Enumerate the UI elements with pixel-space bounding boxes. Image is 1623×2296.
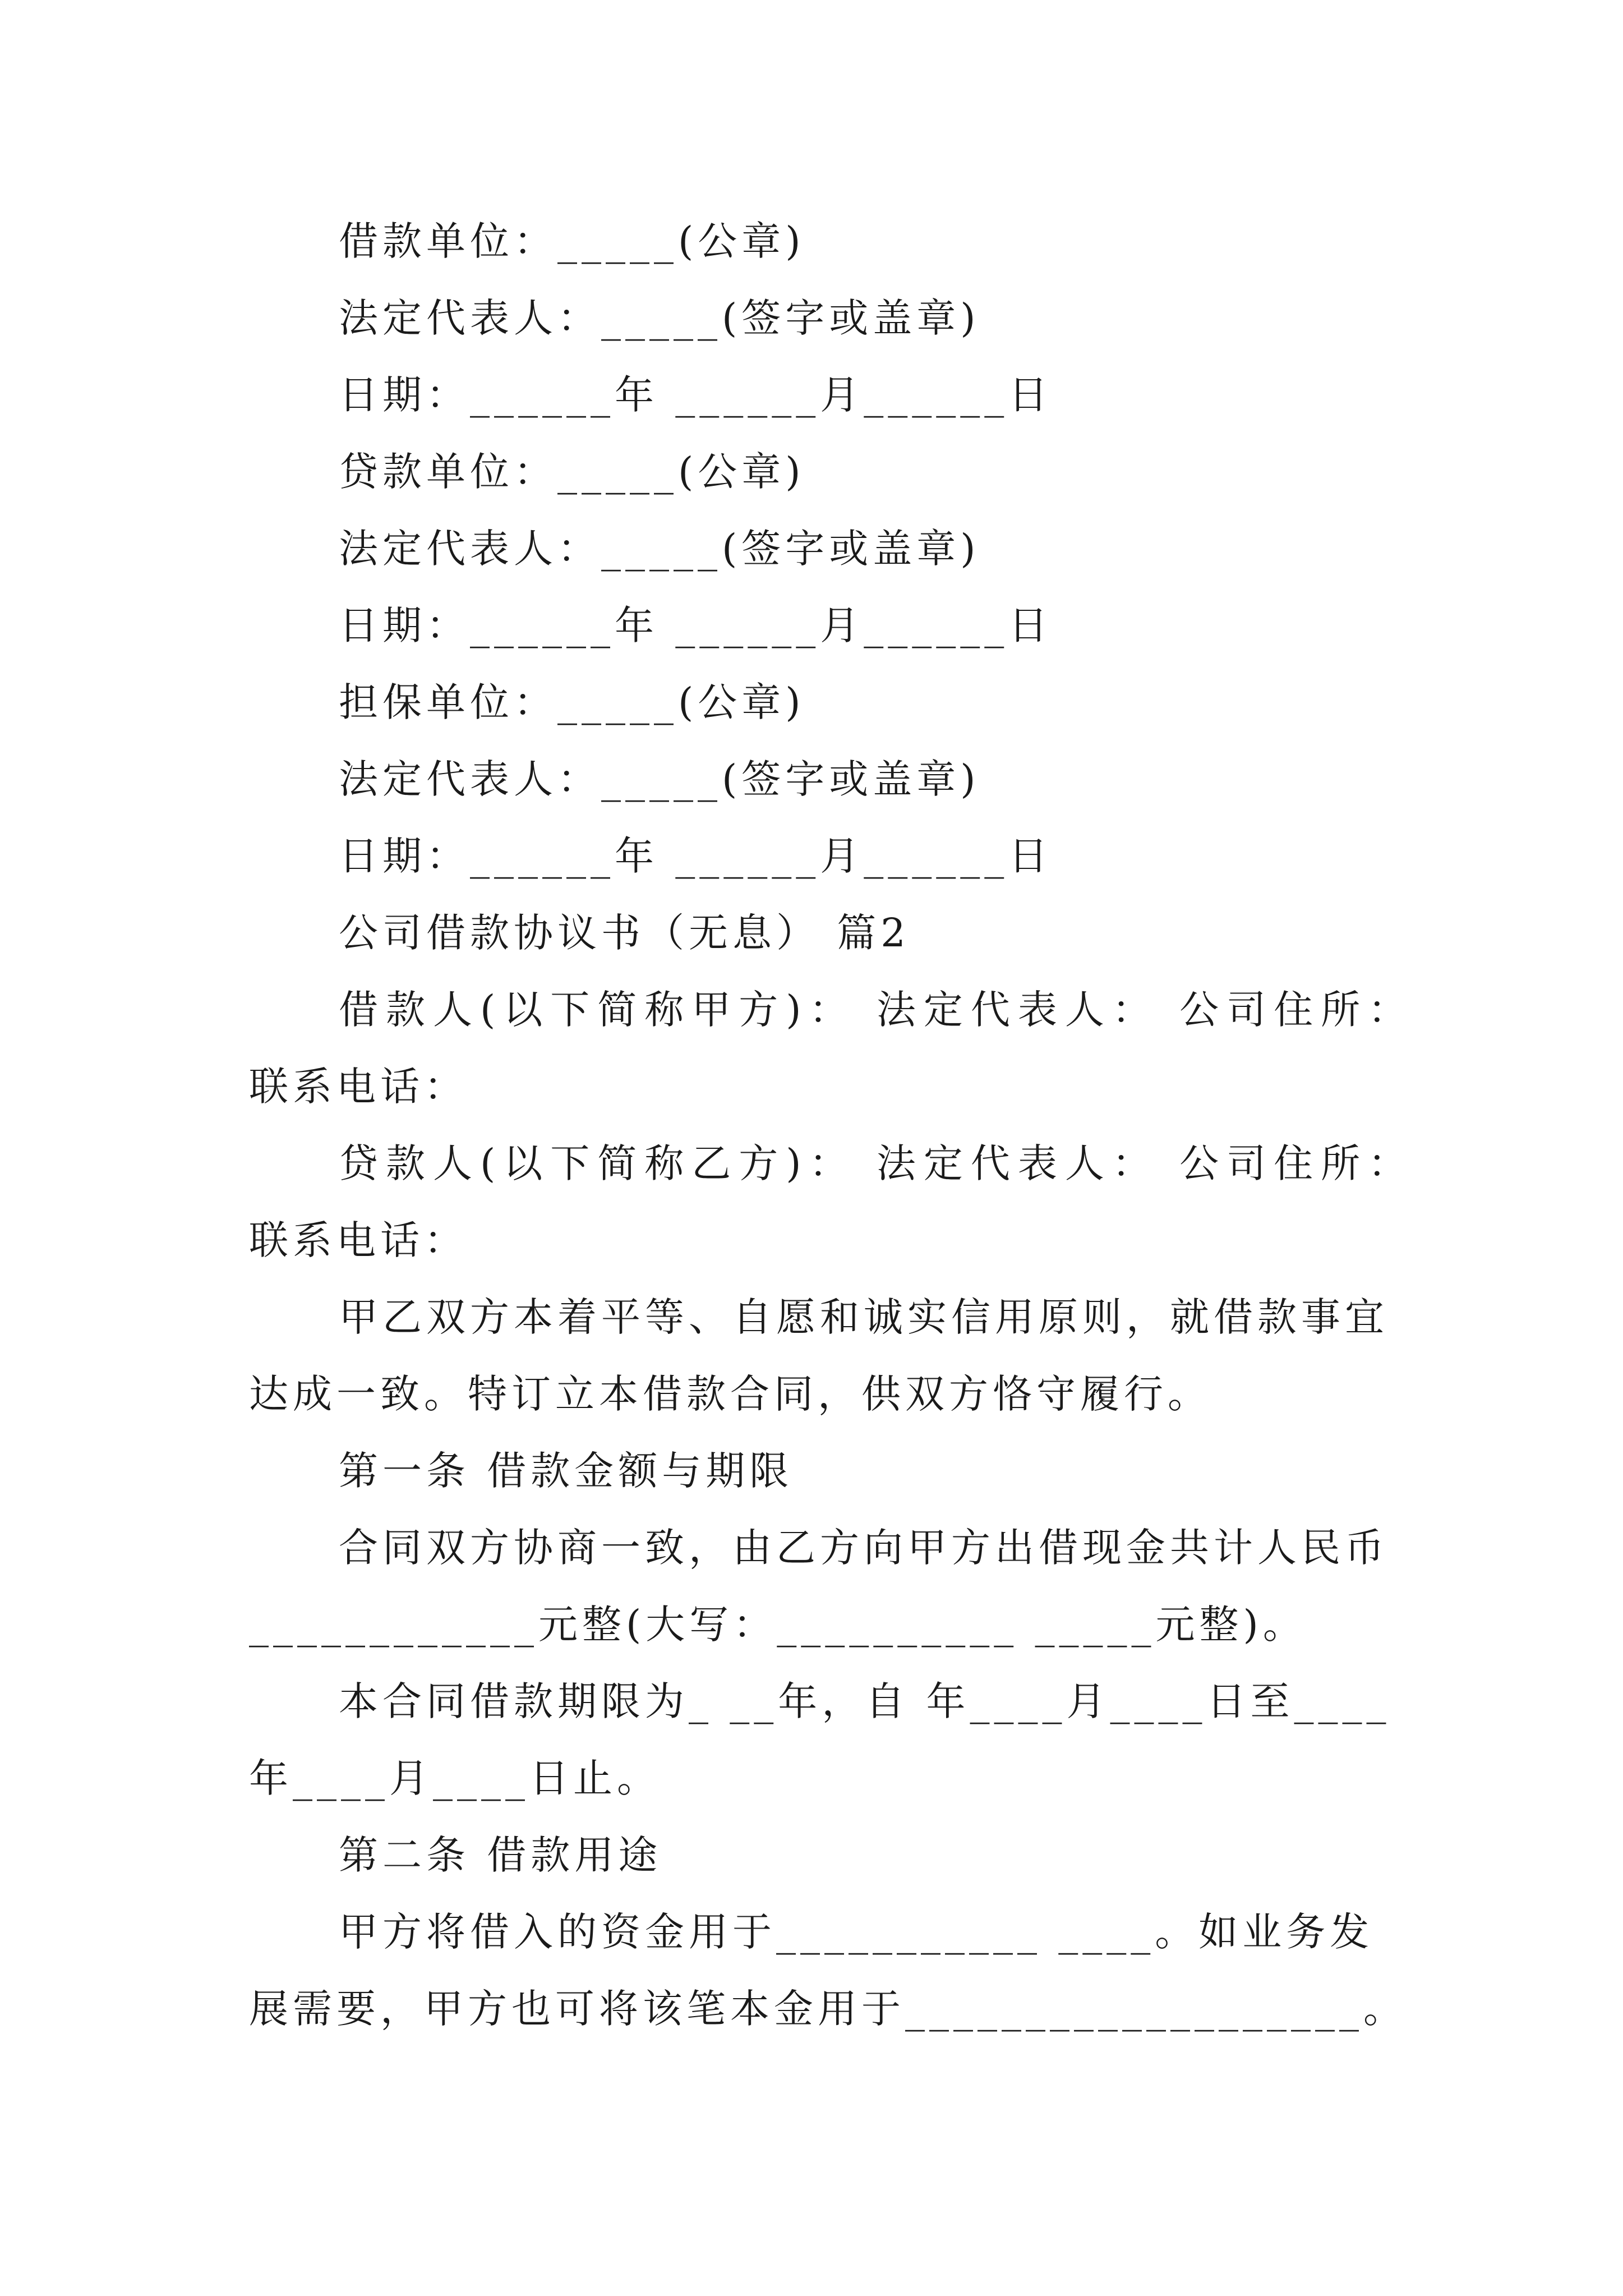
article-1-term-line-2: 年____月____日止。 — [249, 1755, 661, 1801]
article-2-use-line-1: 甲方将借入的资金用于___________ ____。如业务发 — [339, 1909, 1374, 1955]
guarantor-representative-line: 法定代表人：_____(签字或盖章) — [339, 756, 980, 802]
lender-date-line: 日期：______年 ______月______日 — [339, 602, 1053, 648]
lender-representative-line: 法定代表人：_____(签字或盖章) — [339, 526, 980, 572]
article-1-amount-line-2: ____________元整(大写：__________ _____元整)。 — [249, 1602, 1307, 1648]
preamble-line-2: 达成一致。特订立本借款合同，供双方恪守履行。 — [249, 1371, 1211, 1417]
borrower-unit-line: 借款单位：_____(公章) — [339, 218, 805, 264]
borrower-date-line: 日期：______年 ______月______日 — [339, 372, 1053, 418]
party-a-line: 借款人(以下简称甲方)： 法定代表人： 公司住所： — [339, 987, 1415, 1033]
article-1-amount-line-1: 合同双方协商一致，由乙方向甲方出借现金共计人民币 — [339, 1525, 1389, 1571]
guarantor-date-line: 日期：______年 ______月______日 — [339, 833, 1053, 879]
article-1-term-line-1: 本合同借款期限为_ __年，自 年____月____日至____ — [339, 1678, 1391, 1724]
party-b-phone: 联系电话： — [249, 1217, 468, 1263]
article-2-heading: 第二条 借款用途 — [339, 1832, 662, 1878]
article-2-use-line-2: 展需要，甲方也可将该笔本金用于___________________。 — [249, 1986, 1407, 2032]
guarantor-unit-line: 担保单位：_____(公章) — [339, 679, 805, 725]
borrower-representative-line: 法定代表人：_____(签字或盖章) — [339, 295, 980, 341]
lender-unit-line: 贷款单位：_____(公章) — [339, 449, 805, 495]
party-a-phone: 联系电话： — [249, 1064, 468, 1110]
party-b-line: 贷款人(以下简称乙方)： 法定代表人： 公司住所： — [339, 1140, 1415, 1186]
section-title: 公司借款协议书（无息） 篇2 — [339, 910, 910, 956]
article-1-heading: 第一条 借款金额与期限 — [339, 1448, 794, 1494]
preamble-line-1: 甲乙双方本着平等、自愿和诚实信用原则，就借款事宜 — [339, 1294, 1389, 1340]
